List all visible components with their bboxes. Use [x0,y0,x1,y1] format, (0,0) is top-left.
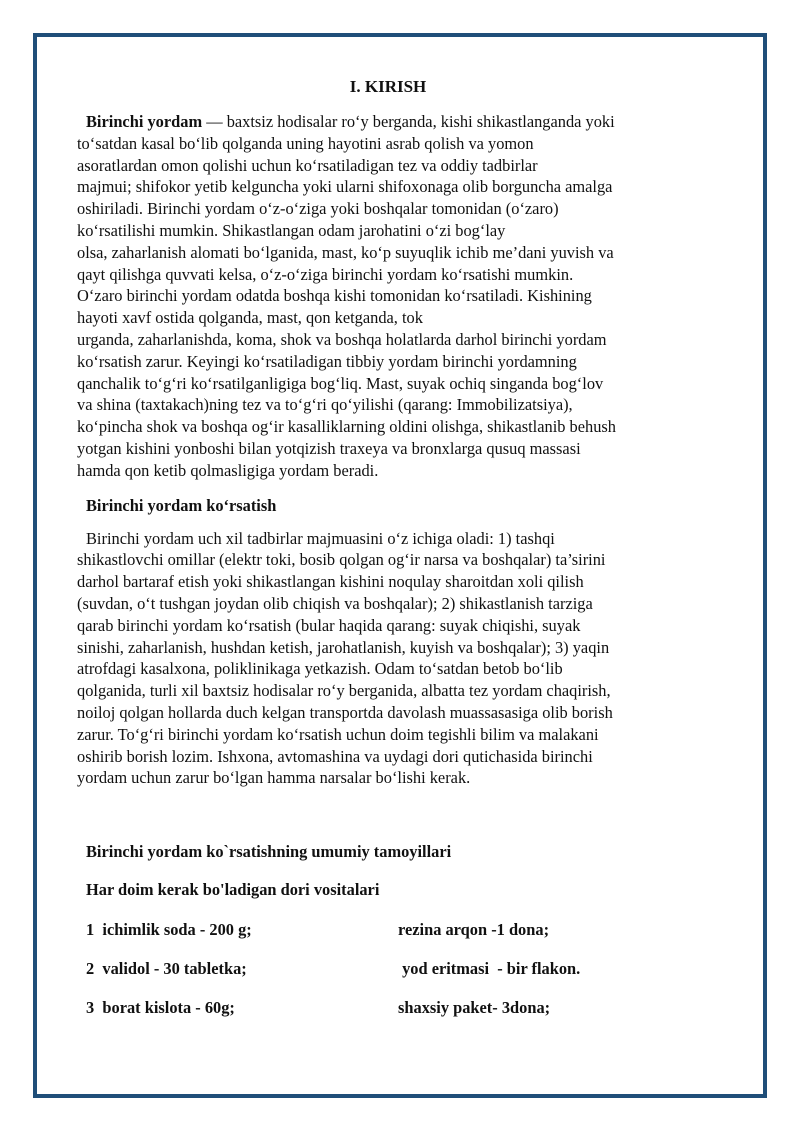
medicine-item: 3 borat kislota - 60g; [86,998,235,1018]
section-line: qarab birinchi yordam ko‘rsatish (bular haqida qarang: suyak chiqishi, suyak [77,615,581,635]
intro-line: olsa, zaharlanish alomati bo‘lganida, mast, ko‘p suyuqlik ichib me’dani yuvish va [77,242,614,262]
principles-heading: Birinchi yordam ko`rsatishning umumiy tamoyillari [86,842,452,862]
section-heading: Birinchi yordam ko‘rsatish [86,495,277,515]
section-paragraph [77,528,699,790]
medicine-item: yod eritmasi - bir flakon. [398,959,581,979]
intro-line: hayoti xavf ostida qolganda, mast, qon ketganda, tok [77,308,423,328]
intro-line: ko‘rsatish zarur. Keyingi ko‘rsatiladigan tibbiy yordam birinchi yordamning [77,351,577,371]
medicine-row [86,997,699,1019]
section-line: Birinchi yordam uch xil tadbirlar majmuasini o‘z ichiga oladi: 1) tashqi [86,528,555,548]
medicine-item: 1 ichimlik soda - 200 g; [86,920,252,940]
section-line: noiloj qolgan hollarda duch kelgan transportda davolash muassasasiga olib borish [77,702,613,722]
medicine-item: 2 validol - 30 tabletka; [86,959,247,979]
intro-line: asoratlardan omon qolishi uchun ko‘rsatiladigan tez va oddiy tadbirlar [77,155,538,175]
intro-paragraph [77,111,699,133]
document-body [77,76,699,1019]
intro-line: ko‘pincha shok va boshqa og‘ir kasalliklarning oldini olishga, shikastlanib behush [77,417,616,437]
intro-paragraph-body [77,133,699,482]
intro-term: Birinchi yordam [86,112,203,131]
medicine-item: rezina arqon -1 dona; [398,920,550,940]
medicine-row [86,919,699,941]
intro-line: ko‘rsatilishi mumkin. Shikastlangan odam jarohatini o‘zi bog‘lay [77,220,506,240]
intro-line: qanchalik to‘g‘ri ko‘rsatilganligiga bog‘liq. Mast, suyak ochiq singanda bog‘lov [77,373,604,393]
intro-line: qayt qilishga quvvati kelsa, o‘z-o‘ziga birinchi yordam ko‘rsatishi mumkin. [77,264,574,284]
section-line: sinishi, zaharlanish, hushdan ketish, jarohatlanish, kuyish va boshqalar); 3) yaqin [77,637,610,657]
section-line: oshirib borish lozim. Ishxona, avtomashina va uydagi dori qutichasida birinchi [77,746,593,766]
intro-line: oshiriladi. Birinchi yordam o‘z-o‘ziga yoki boshqalar tomonidan (o‘zaro) [77,199,559,219]
intro-line: — baxtsiz hodisalar ro‘y berganda, kishi shikastlanganda yoki [202,112,615,131]
medicines-heading: Har doim kerak bo'ladigan dori vositalari [86,880,380,900]
intro-line: va shina (taxtakach)ning tez va to‘g‘ri qo‘yilishi (qarang: Immobilizatsiya), [77,395,573,415]
section-line: atrofdagi kasalxona, poliklinikaga yetkazish. Odam to‘satdan betob bo‘lib [77,659,563,679]
section-line: (suvdan, o‘t tushgan joydan olib chiqish va boshqalar); 2) shikastlanish tarziga [77,593,593,613]
section-line: qolganida, turli xil baxtsiz hodisalar ro‘y berganida, albatta tez yordam chaqirish, [77,681,611,701]
section-line: zarur. To‘g‘ri birinchi yordam ko‘rsatish uchun doim tegishli bilim va malakani [77,724,599,744]
section-line: darhol bartaraf etish yoki shikastlangan kishini noqulay sharoitdan xoli qilish [77,572,584,592]
medicine-item: shaxsiy paket- 3dona; [398,998,551,1018]
page-title: I. KIRISH [349,77,427,96]
intro-line: O‘zaro birinchi yordam odatda boshqa kishi tomonidan ko‘rsatiladi. Kishining [77,286,592,306]
intro-line: majmui; shifokor yetib kelguncha yoki ularni shifoxonaga olib borguncha amalga [77,177,613,197]
section-line: shikastlovchi omillar (elektr toki, bosib qolgan og‘ir narsa va boshqalar) ta’sirini [77,550,606,570]
intro-line: to‘satdan kasal bo‘lib qolganda uning hayotini asrab qolish va yomon [77,133,534,153]
intro-line: yotgan kishini yonboshi bilan yotqizish traxeya va bronxlarga qusuq massasi [77,438,581,458]
intro-line: hamda qon ketib qolmasligiga yordam beradi. [77,460,379,480]
section-line: yordam uchun zarur bo‘lgan hamma narsalar bo‘lishi kerak. [77,768,471,788]
medicine-row [86,958,699,980]
intro-line: urganda, zaharlanishda, koma, shok va boshqa holatlarda darhol birinchi yordam [77,329,607,349]
